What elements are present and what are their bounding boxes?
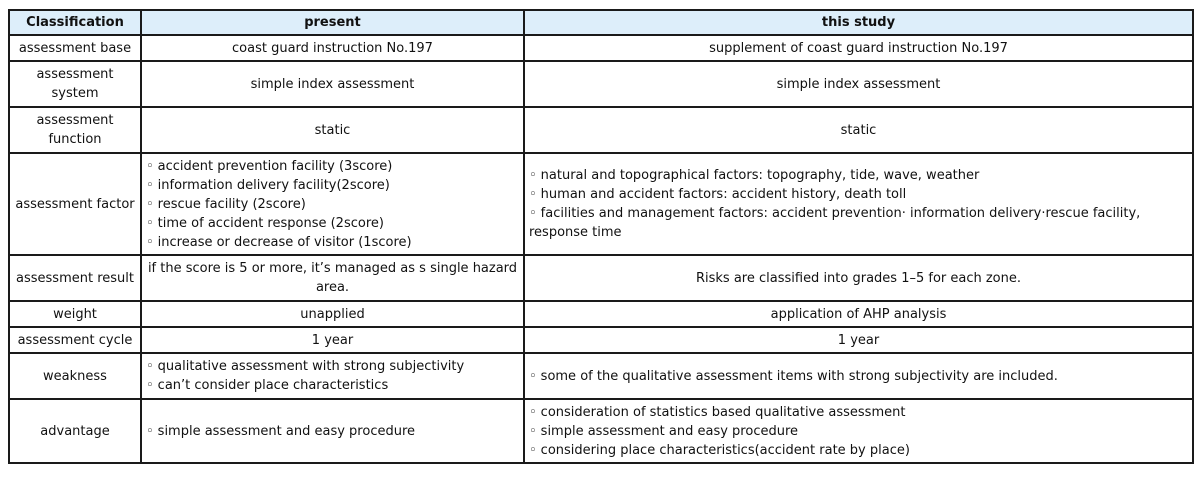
list-item: ◦ rescue facility (2score): [146, 196, 306, 212]
row-label: assessment factor: [9, 153, 141, 255]
list-item: ◦ facilities and management factors: accident prevention· information delivery·rescue facility, response time: [529, 206, 1141, 240]
row-label: weakness: [9, 353, 141, 399]
row-label: assessment cycle: [9, 327, 141, 353]
row-label: assessment result: [9, 255, 141, 301]
bullet-icon: ◦: [146, 359, 154, 374]
bullet-icon: ◦: [146, 196, 154, 212]
study-cell: Risks are classified into grades 1–5 for each zone.: [524, 255, 1193, 301]
list-item: ◦ information delivery facility(2score): [146, 177, 390, 193]
list-item: ◦ increase or decrease of visitor (1score): [146, 234, 412, 250]
present-cell: [141, 399, 524, 463]
table-row: [9, 301, 1193, 327]
present-cell: coast guard instruction No.197: [141, 35, 524, 61]
present-cell: if the score is 5 or more, it’s managed as s single hazard area.: [141, 255, 524, 301]
bullet-icon: ◦: [146, 423, 154, 439]
study-cell: [524, 153, 1193, 255]
table-row: [9, 61, 1193, 107]
list-item: ◦ human and accident factors: accident history, death toll: [529, 187, 907, 202]
bullet-icon: ◦: [529, 168, 537, 183]
list-item: ◦ simple assessment and easy procedure: [529, 423, 799, 439]
bullet-icon: ◦: [529, 404, 537, 420]
list-item: ◦ can’t consider place characteristics: [146, 378, 389, 393]
bullet-icon: ◦: [146, 378, 154, 393]
study-cell: [524, 353, 1193, 399]
present-cell: [141, 353, 524, 399]
study-cell: 1 year: [524, 327, 1193, 353]
list-item: ◦ simple assessment and easy procedure: [146, 423, 416, 439]
comparison-table: [8, 9, 1194, 464]
list-item: ◦ accident prevention facility (3score): [146, 158, 393, 174]
present-cell: simple index assessment: [141, 61, 524, 107]
list-item: ◦ considering place characteristics(accident rate by place): [529, 442, 910, 458]
table-row: [9, 35, 1193, 61]
present-cell: unapplied: [141, 301, 524, 327]
bullet-icon: ◦: [529, 423, 537, 439]
bullet-icon: ◦: [146, 158, 154, 174]
present-cell: [141, 153, 524, 255]
table-row: [9, 399, 1193, 463]
list-item: ◦ consideration of statistics based qualitative assessment: [529, 404, 906, 420]
bullet-icon: ◦: [529, 187, 537, 202]
table-row: [9, 353, 1193, 399]
bullet-icon: ◦: [529, 206, 537, 221]
bullet-icon: ◦: [146, 177, 154, 193]
list-item: ◦ qualitative assessment with strong subjectivity: [146, 359, 465, 374]
list-item: ◦ some of the qualitative assessment items with strong subjectivity are included.: [529, 368, 1058, 384]
study-cell: [524, 399, 1193, 463]
table-row: [9, 153, 1193, 255]
bullet-icon: ◦: [146, 234, 154, 250]
header-this-study: this study: [524, 10, 1193, 35]
list-item: ◦ natural and topographical factors: topography, tide, wave, weather: [529, 168, 980, 183]
present-cell: 1 year: [141, 327, 524, 353]
list-item: ◦ time of accident response (2score): [146, 215, 384, 231]
bullet-icon: ◦: [529, 442, 537, 458]
study-cell: simple index assessment: [524, 61, 1193, 107]
header-row: [9, 10, 1193, 35]
bullet-icon: ◦: [146, 215, 154, 231]
header-classification: Classification: [9, 10, 141, 35]
row-label: assessment base: [9, 35, 141, 61]
table-row: [9, 107, 1193, 153]
row-label: advantage: [9, 399, 141, 463]
row-label: assessment system: [9, 61, 141, 107]
row-label: assessment function: [9, 107, 141, 153]
study-cell: static: [524, 107, 1193, 153]
present-cell: static: [141, 107, 524, 153]
comparison-table-container: [8, 9, 1192, 464]
table-row: [9, 327, 1193, 353]
study-cell: supplement of coast guard instruction No.197: [524, 35, 1193, 61]
study-cell: application of AHP analysis: [524, 301, 1193, 327]
bullet-icon: ◦: [529, 368, 537, 384]
row-label: weight: [9, 301, 141, 327]
table-row: [9, 255, 1193, 301]
header-present: present: [141, 10, 524, 35]
